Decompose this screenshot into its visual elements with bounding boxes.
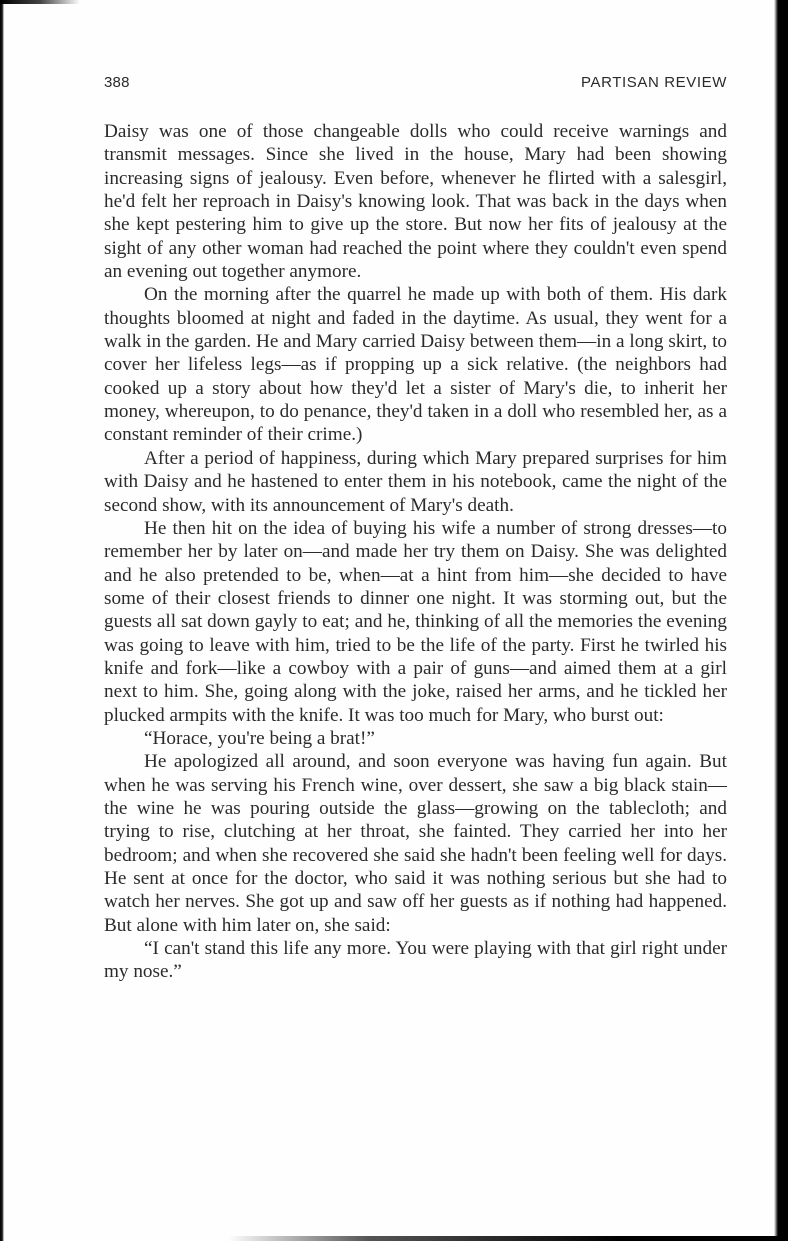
paragraph-morning-after-quarrel: On the morning after the quarrel he made up with both of them. His dark thoughts bloomed at night and faded in the daytime. As usual, they went for a walk in the garden. He and Mary carried Daisy between them—in a long skirt, to cover her lifeless legs—as if propping up a sick relative. (the neighbors had cooked up a story about how they'd let a sister of Mary's die, to inherit her money, whereupon, to do penance, they'd taken in a doll who resembled her, as a constant reminder of their crime.) (104, 284, 727, 446)
paragraph-period-of-happiness: After a period of happiness, during which Mary prepared surprises for him with Daisy and he hastened to enter them in his notebook, came the night of the second show, with its announcement of Mary's death. (104, 447, 727, 516)
body-text (104, 120, 727, 984)
scan-right-border (778, 0, 788, 1241)
paragraph-dinner-party: He then hit on the idea of buying his wife a number of strong dresses—to remember her by later on—and made her try them on Daisy. She was delighted and he also pretended to be, when—at a hint from him—she decided to have some of their closest friends to dinner one night. It was storming out, but the guests all sat down gayly to eat; and he, thinking of all the memories the evening was going to leave with him, tried to be the life of the party. First he twirled his knife and fork—like a cowboy with a pair of guns—and aimed them at a girl next to him. She, going along with the joke, raised her arms, and he tickled her plucked armpits with the knife. It was too much for Mary, who burst out: (104, 517, 727, 726)
running-head (104, 74, 727, 96)
scan-bottom-shadow (228, 1236, 788, 1241)
journal-title: PARTISAN REVIEW (581, 74, 727, 91)
page-number: 388 (104, 74, 130, 91)
paragraph-daisy-changeable-doll: Daisy was one of those changeable dolls who could receive warnings and transmit messages. Since she lived in the house, Mary had been showing increasing signs of jealousy. Even before, whenever he flirted with a salesgirl, he'd felt her reproach in Daisy's knowing look. That was back in the days when she kept pestering him to give up the store. But now her fits of jealousy at the sight of any other woman had reached the point where they couldn't even spend an evening out together anymore. (104, 121, 727, 283)
paragraph-horace-quote: “Horace, you're being a brat!” (144, 727, 375, 749)
scan-left-border (0, 0, 4, 1241)
paragraph-final-quote: “I can't stand this life any more. You were playing with that girl right under my nose.” (104, 938, 727, 983)
paragraph-wine-stain: He apologized all around, and soon everyone was having fun again. But when he was serving his French wine, over dessert, she saw a big black stain—the wine he was pouring outside the glass—growing on the tablecloth; and trying to rise, clutching at her throat, she fainted. They carried her into her bedroom; and when she recovered she said she hadn't been feeling well for days. He sent at once for the doctor, who said it was nothing serious but she had to watch her nerves. She got up and saw off her guests as if nothing had happened. But alone with him later on, she said: (104, 751, 727, 936)
scan-top-shadow (0, 0, 80, 4)
